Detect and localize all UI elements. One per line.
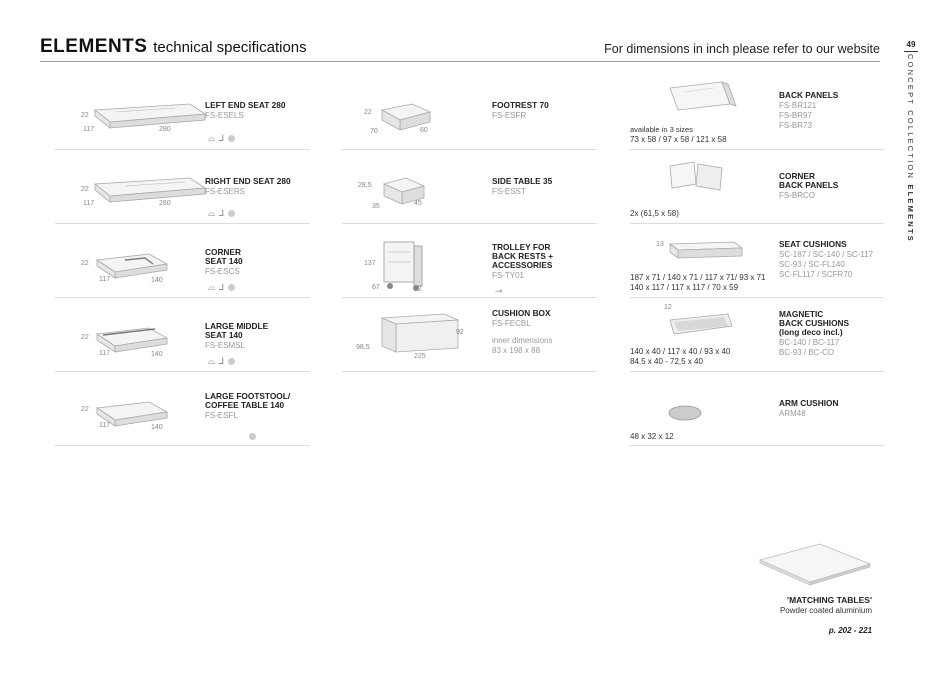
- chair-icon: ⅃: [219, 282, 225, 292]
- product-code: SC-187 / SC-140 / SC-117 SC-93 / SC-FL140 SC-FL117 / SCFR70: [779, 250, 874, 279]
- product-name: MAGNETIC BACK CUSHIONS: [779, 309, 850, 328]
- row-divider: [55, 445, 310, 446]
- product-image: [670, 240, 744, 262]
- product-image: [670, 312, 736, 338]
- product-name: SIDE TABLE 35: [492, 176, 553, 186]
- icon-row: [249, 433, 256, 440]
- side-tab: [902, 40, 926, 243]
- cushion-icon: ⌓: [208, 282, 216, 292]
- product-name: FOOTREST 70: [492, 100, 549, 110]
- product-code: ARM48: [779, 409, 806, 418]
- product-right-end-seat: [55, 150, 310, 224]
- product-code: FS-ESST: [492, 187, 526, 196]
- product-code: FS-ESELS: [205, 111, 244, 120]
- dim-height: 22: [81, 112, 89, 119]
- product-code: FS-ESCS: [205, 267, 240, 276]
- product-arm-cushion: [630, 372, 884, 446]
- product-cushion-box: [342, 298, 597, 372]
- dim-width: 82: [414, 286, 422, 293]
- dim-height: 22: [81, 186, 89, 193]
- icon-row: [208, 356, 235, 367]
- dim-depth: 117: [83, 126, 95, 133]
- product-name: CORNER BACK PANELS: [779, 171, 839, 190]
- dim-width: 225: [414, 353, 426, 360]
- product-corner-back-panels: [630, 150, 884, 224]
- dim-width: 140: [151, 277, 163, 284]
- dim-width: 140: [151, 424, 163, 431]
- matching-tables-pages: p. 202 - 221: [828, 626, 872, 635]
- dim-depth: 117: [99, 350, 111, 357]
- product-name: LARGE MIDDLE SEAT 140: [205, 321, 269, 340]
- header-rule: [40, 61, 880, 62]
- product-side-table: [342, 150, 597, 224]
- product-name: LARGE FOOTSTOOL/ COFFEE TABLE 140: [205, 391, 291, 410]
- page-title-bold: ELEMENTS: [40, 36, 148, 57]
- product-code: FS-ESERS: [205, 187, 246, 196]
- icon-row: [208, 282, 235, 293]
- color-dot-icon: [228, 284, 235, 291]
- product-code: FS-ESFL: [205, 411, 238, 420]
- inner-dimensions: inner dimensions 83 x 198 x 88: [492, 336, 553, 355]
- row-divider: [342, 371, 597, 372]
- dim-height: 92: [456, 329, 464, 336]
- product-name: ARM CUSHION: [779, 398, 839, 408]
- color-dot-icon: [228, 358, 235, 365]
- matching-tables-subtitle: Powder coated aluminium: [779, 606, 872, 615]
- dim-depth: 70: [370, 128, 378, 135]
- cushion-icon: ⌓: [208, 356, 216, 366]
- product-name: CORNER SEAT 140: [205, 247, 243, 266]
- product-code: FS-BR121 FS-BR97 FS-BR73: [779, 101, 817, 130]
- product-code: FS-ESMSL: [205, 341, 246, 350]
- icon-row: [208, 208, 235, 219]
- color-dot-icon: [228, 210, 235, 217]
- product-name: BACK PANELS: [779, 90, 839, 100]
- dim-depth: 117: [99, 276, 111, 283]
- cushion-icon: ⌓: [208, 208, 216, 218]
- dim-height: 137: [364, 260, 376, 267]
- sizes-note: available in 3 sizes: [630, 125, 693, 134]
- product-footrest: [342, 92, 597, 150]
- dim-height: 13: [656, 241, 664, 248]
- dim-width: 280: [159, 200, 171, 207]
- product-large-middle-seat: [55, 298, 310, 372]
- product-trolley: [342, 224, 597, 298]
- page-number: 49: [904, 40, 918, 52]
- dim-height: 22: [81, 406, 89, 413]
- product-name: SEAT CUSHIONS: [779, 239, 847, 249]
- matching-tables-title: 'MATCHING TABLES': [787, 595, 872, 605]
- product-image: [670, 162, 726, 194]
- dim-depth: 117: [83, 200, 95, 207]
- dim-width: 280: [159, 126, 171, 133]
- product-back-panels: [630, 76, 884, 150]
- cushion-icon: ⌓: [208, 133, 216, 143]
- side-label: [906, 54, 915, 243]
- product-image: [668, 404, 704, 422]
- product-name: LEFT END SEAT 280: [205, 100, 286, 110]
- row-divider: [630, 445, 884, 446]
- inch-note: For dimensions in inch please refer to our website: [604, 42, 880, 56]
- product-name: RIGHT END SEAT 280: [205, 176, 291, 186]
- product-left-end-seat: [55, 92, 310, 150]
- page-title: [40, 36, 307, 58]
- product-dimensions: 73 x 58 / 97 x 58 / 121 x 58: [630, 135, 727, 144]
- product-dimensions: 48 x 32 x 12: [630, 432, 674, 441]
- product-image: [95, 174, 205, 204]
- product-image: [670, 82, 740, 116]
- dim-height: 12: [664, 304, 672, 311]
- dim-depth: 67: [372, 284, 380, 291]
- product-code: FS-TY01: [492, 271, 525, 280]
- icon-row: [495, 286, 503, 297]
- product-code: BC-140 / BC-117 BC-93 / BC-CO: [779, 338, 840, 357]
- product-code: FS-FECBL: [492, 319, 531, 328]
- matching-table-image: [760, 542, 872, 588]
- product-dimensions: 187 x 71 / 140 x 71 / 117 x 71/ 93 x 71 140 x 117 / 117 x 117 / 70 x 59: [630, 273, 766, 292]
- product-dimensions: 140 x 40 / 117 x 40 / 93 x 40 84,5 x 40 - 72,5 x 40: [630, 347, 731, 366]
- product-corner-seat: [55, 224, 310, 298]
- color-dot-icon: [228, 135, 235, 142]
- product-large-footstool: [55, 372, 310, 446]
- product-subtitle: (long deco incl.): [779, 327, 843, 337]
- chair-icon: ⅃: [219, 133, 225, 143]
- dim-height: 22: [81, 334, 89, 341]
- color-dot-icon: [249, 433, 256, 440]
- chair-icon: ⅃: [219, 356, 225, 366]
- chair-icon: ⅃: [219, 208, 225, 218]
- product-image: [382, 312, 462, 356]
- side-label-bold: ELEMENTS: [906, 184, 915, 243]
- product-dimensions: 2x (61,5 x 58): [630, 209, 679, 218]
- dim-width: 45: [414, 200, 422, 207]
- dim-depth: 35: [372, 203, 380, 210]
- product-code: FS-ESFR: [492, 111, 527, 120]
- dim-depth: 117: [99, 422, 111, 429]
- dim-width: 60: [420, 127, 428, 134]
- product-name: TROLLEY FOR BACK RESTS + ACCESSORIES: [492, 242, 554, 270]
- dim-width: 140: [151, 351, 163, 358]
- product-name: CUSHION BOX: [492, 308, 551, 318]
- product-code: FS-BRCO: [779, 191, 815, 200]
- icon-row: [208, 133, 235, 144]
- dim-height: 22: [364, 109, 372, 116]
- dim-depth: 98,5: [356, 344, 370, 351]
- product-seat-cushions: [630, 224, 884, 298]
- dim-height: 22: [81, 260, 89, 267]
- product-magnetic-back-cushions: [630, 298, 884, 372]
- product-image: [95, 100, 205, 130]
- dim-height: 28,5: [358, 182, 372, 189]
- side-label-light: CONCEPT COLLECTION: [906, 54, 915, 181]
- page-title-light: technical specifications: [153, 39, 307, 56]
- accessory-icon: ⊸: [495, 286, 503, 296]
